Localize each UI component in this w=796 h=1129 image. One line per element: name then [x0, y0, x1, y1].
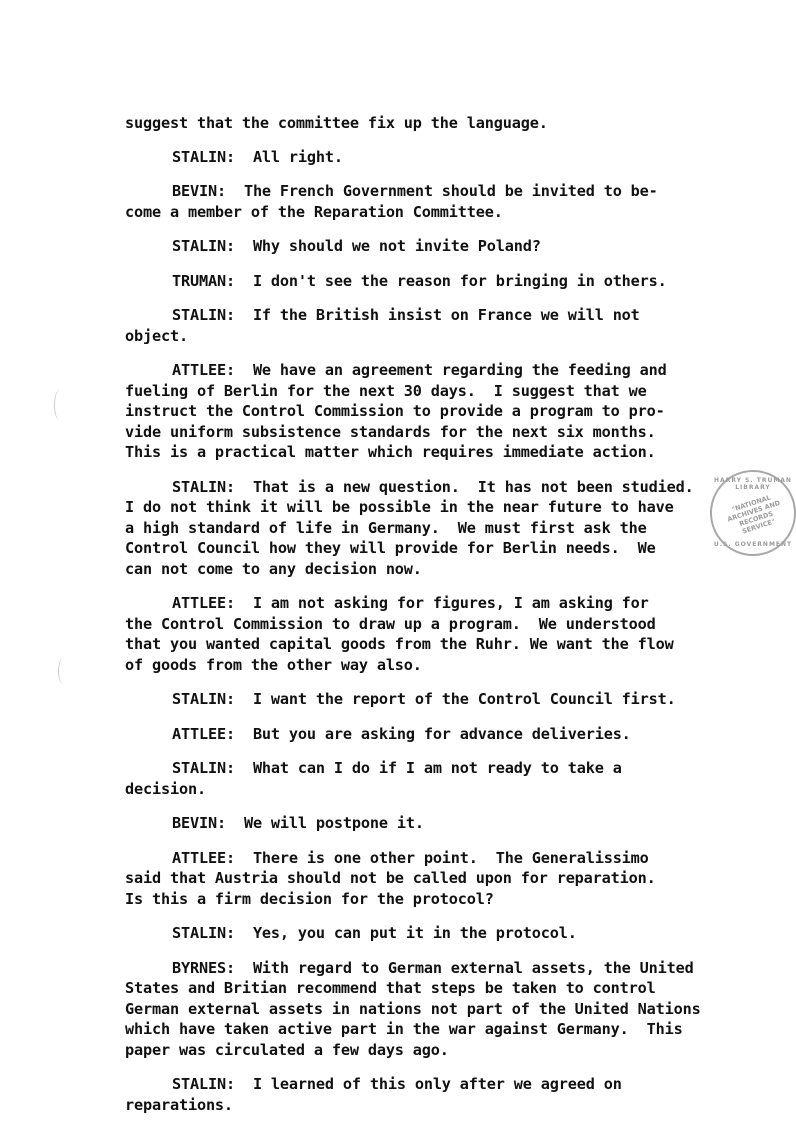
stamp-center-text: "NATIONAL ARCHIVES AND RECORDS SERVICE" [726, 493, 782, 536]
paragraph-first-line: ATTLEE: There is one other point. The Generalissimo [172, 848, 649, 867]
paragraph [125, 813, 725, 834]
paragraph-first-line: TRUMAN: I don't see the reason for bringing in others. [172, 271, 667, 290]
paragraph [125, 113, 725, 134]
paragraph [125, 958, 725, 1061]
margin-mark [58, 658, 69, 684]
stamp-top-text: HARRY S. TRUMAN LIBRARY [714, 477, 792, 491]
paragraph-first-line: ATTLEE: We have an agreement regarding the feeding and [172, 361, 667, 379]
paragraph-line: of goods from the other way also. [125, 655, 422, 674]
paragraph-line: reparations. [125, 1095, 233, 1114]
paragraph-first-line: STALIN: Why should we not invite Poland? [172, 237, 541, 255]
paragraph-first-line: ATTLEE: I am not asking for figures, I am asking for [172, 594, 649, 612]
paragraph-line: paper was circulated a few days ago. [125, 1040, 449, 1059]
paragraph-line: German external assets in nations not part of the United Nations [125, 999, 701, 1018]
paragraph-line: I do not think it will be possible in the near future to have [125, 498, 674, 516]
paragraph [125, 689, 725, 710]
paragraph [125, 271, 725, 292]
paragraph-first-line: STALIN: I want the report of the Control Council first. [172, 690, 676, 708]
paragraph-line: States and Britian recommend that steps be taken to control [125, 979, 656, 997]
paragraph-first-line: STALIN: That is a new question. It has not been studied. [172, 477, 694, 496]
paragraph-line: come a member of the Reparation Committee. [125, 202, 503, 221]
paragraph-line: instruct the Control Commission to provide a program to pro- [125, 402, 665, 420]
paragraph-first-line: suggest that the committee fix up the language. [125, 114, 548, 132]
paragraph-line: the Control Commission to draw up a program. We understood [125, 614, 656, 633]
paragraph-line: object. [125, 326, 188, 345]
document-body [125, 113, 725, 1129]
paragraph-line: vide uniform subsistence standards for the next six months. [125, 422, 656, 441]
paragraph-line: said that Austria should not be called upon for reparation. [125, 869, 656, 887]
paragraph-first-line: STALIN: All right. [172, 147, 343, 166]
paragraph [125, 360, 725, 463]
paragraph-first-line: STALIN: I learned of this only after we agreed on [172, 1075, 622, 1093]
paragraph [125, 724, 725, 745]
paragraph-line: fueling of Berlin for the next 30 days. I suggest that we [125, 381, 647, 400]
paragraph [125, 305, 725, 346]
paragraph-first-line: STALIN: If the British insist on France we will not [172, 306, 640, 324]
paragraph [125, 147, 725, 168]
paragraph-line: can not come to any decision now. [125, 559, 422, 578]
paragraph-line: which have taken active part in the war against Germany. This [125, 1020, 683, 1038]
paragraph [125, 593, 725, 675]
paragraph [125, 758, 725, 799]
paragraph-line: This is a practical matter which requires immediate action. [125, 443, 656, 461]
paragraph-line: Is this a firm decision for the protocol? [125, 889, 494, 908]
paragraph-line: decision. [125, 779, 206, 798]
paragraph-first-line: BEVIN: We will postpone it. [172, 814, 424, 832]
paragraph-line: a high standard of life in Germany. We must first ask the [125, 518, 647, 537]
archive-stamp [710, 470, 796, 556]
paragraph-first-line: BEVIN: The French Government should be invited to be- [172, 182, 658, 200]
paragraph [125, 181, 725, 222]
stamp-bottom-text: U.S. GOVERNMENT [713, 541, 793, 548]
paragraph-first-line: ATTLEE: But you are asking for advance deliveries. [172, 724, 631, 743]
paragraph [125, 923, 725, 944]
paragraph-first-line: STALIN: Yes, you can put it in the protocol. [172, 924, 577, 942]
paragraph-line: Control Council how they will provide for Berlin needs. We [125, 539, 656, 557]
paragraph [125, 848, 725, 910]
paragraph-first-line: BYRNES: With regard to German external assets, the United [172, 958, 694, 977]
margin-mark [54, 390, 65, 420]
paragraph [125, 1074, 725, 1115]
paragraph [125, 477, 725, 580]
paragraph-line: that you wanted capital goods from the Ruhr. We want the flow [125, 635, 674, 653]
paragraph [125, 236, 725, 257]
paragraph-first-line: STALIN: What can I do if I am not ready to take a [172, 759, 622, 777]
